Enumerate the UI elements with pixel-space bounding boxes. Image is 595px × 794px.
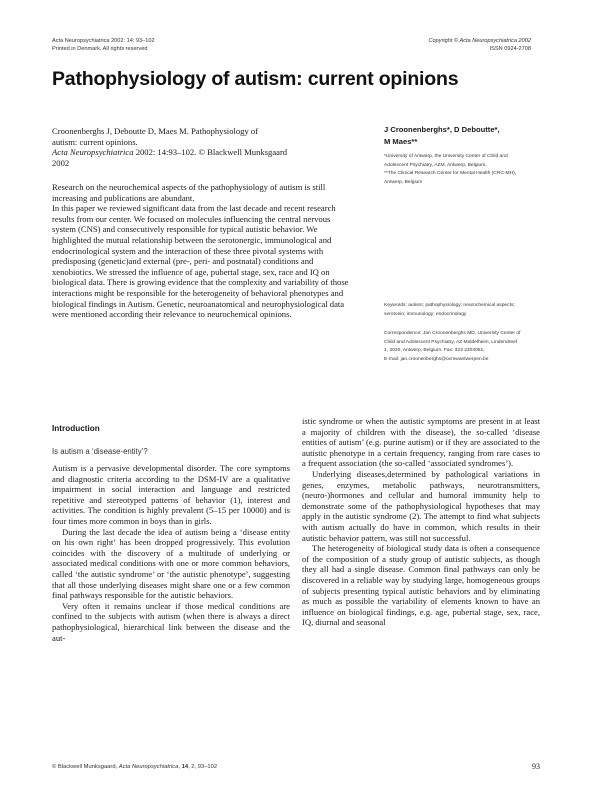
- introduction-subheading: Is autism a ‘disease-entity’?: [52, 447, 148, 456]
- abstract-paragraph-1: Research on the neurochemical aspects of the pathophysiology of autism is still increasing and publications are abundant.: [52, 182, 326, 203]
- article-title: Pathophysiology of autism: current opinions: [52, 68, 459, 90]
- citation-block: [52, 126, 362, 168]
- footer-citation: [52, 764, 217, 770]
- footer-journal: Acta Neuropsychiatrica: [118, 764, 179, 770]
- copyright-line: Copyright © Acta Neuropsychiatrica 2002: [428, 38, 531, 44]
- citation-journal: Acta Neuropsychiatrica: [52, 147, 134, 158]
- keywords-line1: Keywords: autism; pathophysiology; neurochemical aspects;: [384, 303, 515, 308]
- correspondence-line4: E-mail: jan.croonenberghs@ocmwantwerpen.be: [384, 356, 489, 362]
- body-column-right: [302, 416, 540, 628]
- affiliation-line2: Adolescent Psychiatry, AZM, Antwerp, Belgium,: [384, 162, 487, 168]
- body-paragraph: Autism is a pervasive developmental disorder. The core symptoms and diagnostic criteria according to the DSM-IV are a qualitative impairment in social interaction and language and restricted repetitive and stereotyped patterns of behavior (1), interest and activities. The condition is highly prevalent (5–15 per 10000) and is four times more common in boys than in girls.: [52, 463, 290, 526]
- correspondence-line3: 1, 2020, Antwerp, Belgium. Fax: 323 2304051;: [384, 348, 485, 353]
- introduction-heading: Introduction: [52, 424, 100, 433]
- body-paragraph: During the last decade the idea of autism being a ‘disease entity on his own right’ has been dropped progressively. This evolution coincides with the discovery of a multitude of underlying or associated medical conditions with one or more common behaviors, called ‘the autistic syndrome’ or ‘the autistic phenotype’, suggesting that all those underlying diseases might share one or a few common final pathways responsible for the autistic behaviors.: [52, 526, 290, 601]
- citation-rest: 2002: 14:93–102. © Blackwell Munksgaard: [133, 147, 288, 158]
- issn-line: ISSN 0924-2708: [489, 46, 531, 52]
- authors-line2: M Maes**: [384, 137, 418, 146]
- citation-year: 2002: [52, 157, 70, 168]
- abstract-paragraph-2: In this paper we reviewed significant data from the last decade and recent research results from our center. We focused on molecules influencing the central nervous system (CNS) and consecutively responsible for typical autistic behavior. We highlighted the mutual relationship between the serotonergic, immunological and endocrinological system and the interaction of these three pivotal systems with predisposing (genetic)and external (pre-, peri- and postnatal) conditions and xenobiotics. We stressed the influence of age, pubertal stage, sex, race and IQ on biological data. There is growing evidence that the complexity and variability of those interactions might be responsible for the heterogeneity of behavioral phenotypes and biological findings in Autism. Genetic, neuroanatomical and neurophysiological data were mentioned according their relevance to neurochemical opinions.: [52, 203, 349, 320]
- body-paragraph: Very often it remains unclear if those medical conditions are confined to the subjects with autism (when there is always a direct pathophysiological, hierarchical link between the disease and the aut-: [52, 600, 290, 643]
- running-header-right: [311, 37, 531, 53]
- body-paragraph: The heterogeneity of biological study data is often a consequence of the composition of a study group of autistic subjects, as though they all had a single disease. Common final pathways can only be discovered in a reliable way by studying large, homogeneous groups of subjects presenting typical autistic behaviors and by eliminating as much as possible the variability of elements known to have an influence on biological findings, e.g. age, pubertal stage, sex, race, IQ, diurnal and seasonal: [302, 543, 540, 628]
- affiliation-line3: **The Clinical Research Center for Mental Health (CRC-MH),: [384, 171, 517, 176]
- body-column-left: [52, 463, 290, 643]
- footer-volume: 14: [181, 764, 189, 770]
- affiliation-line1: *University of Antwerp, the University Center of Child and: [384, 154, 508, 159]
- body-paragraph: istic syndrome or when the autistic symptoms are present in at least a majority of children with the disease), the so-called ‘disease entities of autism’ (e.g. purine autism) or if they are associated to the autistic phenotype in a certain frequency, ranging from rare cases to a frequent association (the so-called ‘associated syndromes’).: [302, 416, 540, 469]
- abstract: [52, 182, 356, 320]
- affiliations: [384, 153, 564, 187]
- running-header-left: [52, 37, 155, 53]
- correspondence: [384, 330, 564, 364]
- keywords: [384, 302, 564, 319]
- footer-rest: , 2, 93–102: [188, 764, 218, 770]
- citation-line3: [52, 147, 362, 158]
- authors: [384, 124, 559, 148]
- journal-line: Acta Neuropsychiatrica 2002: 14: 93–102: [52, 38, 155, 44]
- correspondence-line1: Correspondence: Jan Croonenberghs MD, University Center of: [384, 331, 521, 336]
- correspondence-line2: Child and Adolescent Psychiatry, AZ Middelheim, Lindendreef: [384, 339, 518, 345]
- printed-line: Printed in Denmark. All rights reserved: [52, 46, 148, 52]
- keywords-line2: serotonin; immunology; endocrinology: [384, 311, 467, 317]
- citation-line2: autism: current opinions.: [52, 136, 138, 147]
- citation-line1: Croonenberghs J, Deboutte D, Maes M. Pathophysiology of: [52, 126, 259, 136]
- footer-sep: ,: [178, 764, 182, 770]
- page-number: 93: [532, 762, 540, 771]
- footer-prefix: © Blackwell Munksgaard,: [52, 764, 119, 770]
- affiliation-line4: Antwerp, Belgium: [384, 179, 423, 185]
- body-paragraph: Underlying diseases,determined by pathological variations in genes, enzymes, metabolic pathways, neurotransmitters, (neuro-)hormones and cellular and humoral immunity help to demonstrate some of the pathophysiological hypotheses that may apply in the autistic syndrome (2). The attempt to find what subjects with autism actually do have in common, which results in their autistic behavior pattern, was still not successful.: [302, 468, 540, 543]
- authors-line1: J Croonenberghs*, D Deboutte*,: [384, 125, 500, 134]
